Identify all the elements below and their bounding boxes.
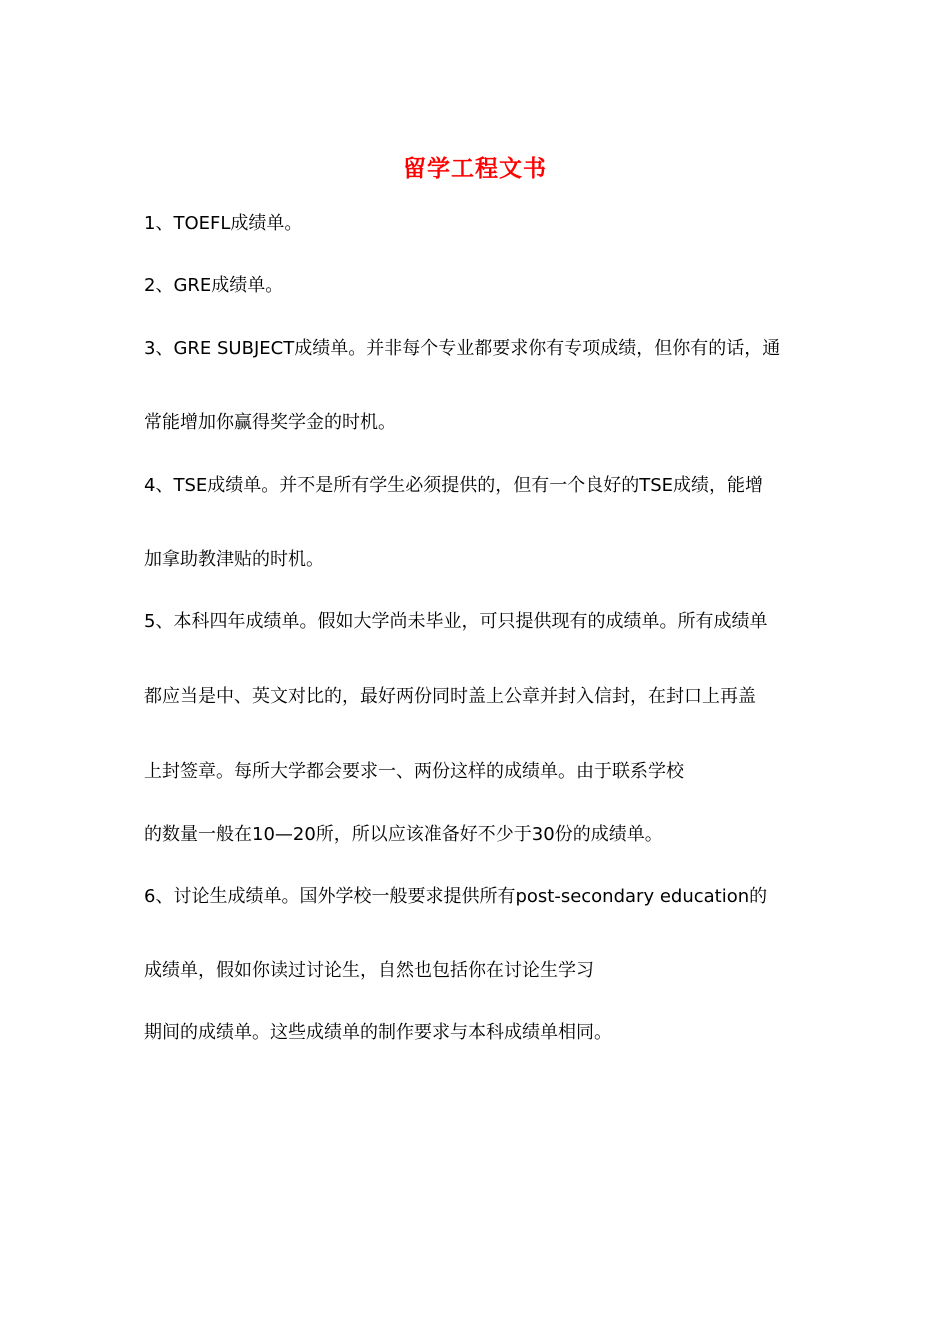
item-4-line-1: 4、TSE成绩单。并不是所有学生必须提供的，但有一个良好的TSE成绩，能增 (144, 475, 764, 496)
item-3-line-2: 常能增加你赢得奖学金的时机。 (144, 412, 396, 433)
item-5-line-3: 上封签章。每所大学都会要求一、两份这样的成绩单。由于联系学校 (144, 761, 684, 782)
item-4-line-2: 加拿助教津贴的时机。 (144, 549, 324, 570)
item-6-line-2: 成绩单，假如你读过讨论生，自然也包括你在讨论生学习 (144, 960, 594, 981)
item-6-line-1: 6、讨论生成绩单。国外学校一般要求提供所有post-secondary education的 (144, 886, 768, 907)
document-title: 留学工程文书 (403, 155, 547, 182)
item-3-line-1: 3、GRE SUBJECT成绩单。并非每个专业都要求你有专项成绩，但你有的话，通 (144, 338, 781, 359)
item-5-line-2: 都应当是中、英文对比的，最好两份同时盖上公章并封入信封，在封口上再盖 (144, 686, 756, 707)
item-1-line: 1、TOEFL成绩单。 (144, 213, 303, 234)
item-5-line-4: 的数量一般在10—20所，所以应该准备好不少于30份的成绩单。 (144, 824, 663, 845)
item-5-line-1: 5、本科四年成绩单。假如大学尚未毕业，可只提供现有的成绩单。所有成绩单 (144, 611, 768, 632)
item-6-line-3: 期间的成绩单。这些成绩单的制作要求与本科成绩单相同。 (144, 1022, 612, 1043)
item-2-line: 2、GRE成绩单。 (144, 275, 284, 296)
